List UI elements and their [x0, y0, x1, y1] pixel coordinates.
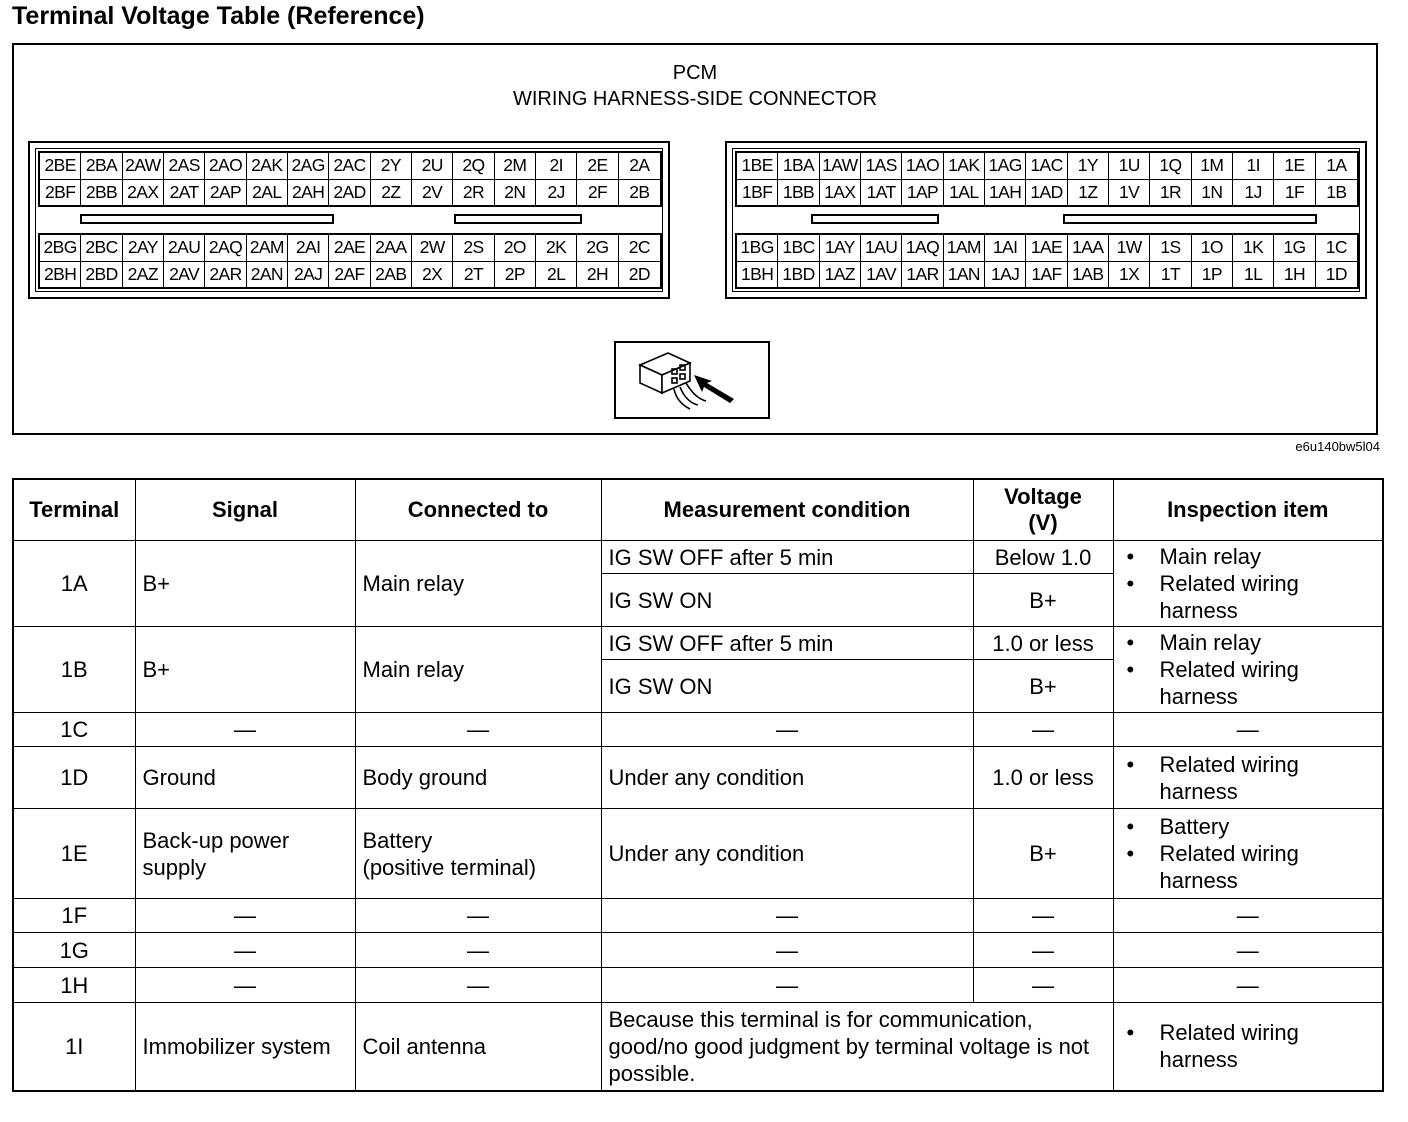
- pin-2AW: 2AW: [123, 153, 164, 180]
- cell-signal: Ground: [135, 747, 355, 809]
- pin-1AS: 1AS: [861, 153, 902, 180]
- pin-1AW: 1AW: [820, 153, 861, 180]
- pin-1Y: 1Y: [1068, 153, 1109, 180]
- pin-1BB: 1BB: [778, 180, 819, 206]
- pin-2AL: 2AL: [247, 180, 288, 206]
- pin-1AO: 1AO: [902, 153, 943, 180]
- cell-connected-to: Main relay: [355, 627, 601, 713]
- pin-1G: 1G: [1274, 235, 1315, 262]
- pin-1L: 1L: [1233, 262, 1274, 288]
- cell-signal: B+: [135, 541, 355, 627]
- cell-voltage: B+: [973, 660, 1113, 713]
- pin-2Q: 2Q: [453, 153, 494, 180]
- cell-signal: B+: [135, 627, 355, 713]
- cell-terminal: 1D: [13, 747, 135, 809]
- cell-voltage: —: [973, 933, 1113, 968]
- cell-voltage: B+: [973, 574, 1113, 627]
- cell-condition: Under any condition: [601, 809, 973, 899]
- cell-condition: —: [601, 968, 973, 1003]
- pin-1BC: 1BC: [778, 235, 819, 262]
- pin-1AL: 1AL: [944, 180, 985, 206]
- pin-2Y: 2Y: [371, 153, 412, 180]
- pin-2AE: 2AE: [329, 235, 370, 262]
- pin-1A: 1A: [1316, 153, 1357, 180]
- pin-1I: 1I: [1233, 153, 1274, 180]
- cell-inspection: [1113, 809, 1383, 899]
- page-title: Terminal Voltage Table (Reference): [12, 2, 425, 30]
- pin-2AU: 2AU: [164, 235, 205, 262]
- figure-id: e6u140bw5l04: [1295, 439, 1380, 454]
- pin-1N: 1N: [1192, 180, 1233, 206]
- pin-2T: 2T: [453, 262, 494, 288]
- header-signal: Signal: [135, 479, 355, 541]
- cell-condition: —: [601, 899, 973, 933]
- cell-inspection: —: [1113, 933, 1383, 968]
- pin-2AA: 2AA: [371, 235, 412, 262]
- pin-1AM: 1AM: [944, 235, 985, 262]
- connector-harness-side-view-icon: [614, 341, 770, 419]
- pin-1E: 1E: [1274, 153, 1315, 180]
- header-voltage: [973, 479, 1113, 541]
- pin-2BB: 2BB: [81, 180, 122, 206]
- connector-1-key-right: [1063, 214, 1317, 224]
- pin-1AA: 1AA: [1068, 235, 1109, 262]
- pin-2AS: 2AS: [164, 153, 205, 180]
- pin-1D: 1D: [1325, 263, 1347, 284]
- inspection-list: [1121, 1019, 1376, 1073]
- table-header-row: [13, 479, 1383, 541]
- connected-to-line1: Battery: [362, 827, 433, 853]
- pin-1AR: 1AR: [902, 262, 943, 288]
- inspection-item: • Main relay: [1121, 629, 1376, 656]
- terminal-voltage-table: [12, 478, 1384, 1092]
- cell-condition: —: [601, 713, 973, 747]
- inspection-item: • Related wiring harness: [1121, 656, 1376, 710]
- pin-2K: 2K: [536, 235, 577, 262]
- pin-2AR: 2AR: [205, 262, 246, 288]
- inspection-item: • Related wiring harness: [1121, 570, 1376, 624]
- pin-2AV: 2AV: [164, 262, 205, 288]
- pin-2X: 2X: [412, 262, 453, 288]
- pin-1Z: 1Z: [1068, 180, 1109, 206]
- pin-1AB: 1AB: [1068, 262, 1109, 288]
- cell-signal: —: [135, 899, 355, 933]
- pin-2AZ: 2AZ: [123, 262, 164, 288]
- cell-signal: —: [135, 713, 355, 747]
- inspection-list: [1121, 629, 1376, 710]
- pin-1AE: 1AE: [1026, 235, 1067, 262]
- header-voltage-line2: (V): [1028, 510, 1058, 535]
- inspection-item: • Main relay: [1121, 543, 1376, 570]
- connector-1-top-pins: [735, 151, 1359, 207]
- pin-1AF: 1AF: [1026, 262, 1067, 288]
- pin-1AJ: 1AJ: [985, 262, 1026, 288]
- pin-2BD: 2BD: [81, 262, 122, 288]
- pin-2C: 2C: [619, 235, 660, 262]
- pin-1F: 1F: [1274, 180, 1315, 206]
- pin-1AG: 1AG: [985, 153, 1026, 180]
- cell-terminal: 1F: [13, 899, 135, 933]
- pin-1Q: 1Q: [1150, 153, 1191, 180]
- pin-2AO: 2AO: [205, 153, 246, 180]
- pin-1BF: 1BF: [737, 180, 778, 206]
- cell-terminal: 1I: [13, 1003, 135, 1091]
- inspection-list: [1121, 751, 1376, 805]
- pin-2BC: 2BC: [81, 235, 122, 262]
- table-row: [13, 933, 1383, 968]
- pin-2AQ: 2AQ: [205, 235, 246, 262]
- cell-inspection: [1113, 1003, 1383, 1091]
- pin-1BA: 1BA: [778, 153, 819, 180]
- cell-inspection: [1113, 747, 1383, 809]
- pin-1AY: 1AY: [820, 235, 861, 262]
- cell-terminal: 1H: [13, 968, 135, 1003]
- diagram-heading-connector: WIRING HARNESS-SIDE CONNECTOR: [512, 88, 878, 110]
- pin-2AN: 2AN: [247, 262, 288, 288]
- pin-2V: 2V: [412, 180, 453, 206]
- connector-2-key-right: [454, 214, 582, 224]
- pin-2BE: 2BE: [40, 153, 81, 180]
- pin-2AJ: 2AJ: [288, 262, 329, 288]
- connector-1-key-left: [811, 214, 939, 224]
- cell-signal: —: [135, 933, 355, 968]
- pin-2H: 2H: [577, 262, 618, 288]
- cell-terminal: 1A: [13, 541, 135, 627]
- cell-connected-to: —: [355, 933, 601, 968]
- pin-2E: 2E: [577, 153, 618, 180]
- cell-signal: Immobilizer system: [135, 1003, 355, 1091]
- pin-2J: 2J: [536, 180, 577, 206]
- cell-signal: —: [135, 968, 355, 1003]
- pin-2L: 2L: [536, 262, 577, 288]
- pin-2R: 2R: [453, 180, 494, 206]
- pin-2O: 2O: [495, 235, 536, 262]
- table-row: [13, 809, 1383, 899]
- pin-1AH: 1AH: [985, 180, 1026, 206]
- pin-2AG: 2AG: [288, 153, 329, 180]
- pin-2AF: 2AF: [329, 262, 370, 288]
- header-connected-to: Connected to: [355, 479, 601, 541]
- inspection-item: • Related wiring harness: [1121, 1019, 1376, 1073]
- pin-2D: 2D: [628, 263, 650, 284]
- cell-condition: —: [601, 933, 973, 968]
- cell-voltage: —: [973, 713, 1113, 747]
- inspection-list: [1121, 813, 1376, 894]
- pin-2M: 2M: [495, 153, 536, 180]
- pin-2U: 2U: [412, 153, 453, 180]
- cell-voltage: B+: [973, 809, 1113, 899]
- cell-condition: Under any condition: [601, 747, 973, 809]
- cell-connected-to: —: [355, 899, 601, 933]
- cell-voltage: 1.0 or less: [973, 627, 1113, 660]
- pin-2AT: 2AT: [164, 180, 205, 206]
- pin-2Z: 2Z: [371, 180, 412, 206]
- cell-terminal: 1B: [13, 627, 135, 713]
- pin-2N: 2N: [495, 180, 536, 206]
- table-row: [13, 713, 1383, 747]
- cell-inspection: [1113, 627, 1383, 713]
- pin-1R: 1R: [1150, 180, 1191, 206]
- pin-2AB: 2AB: [371, 262, 412, 288]
- cell-condition: IG SW OFF after 5 min: [601, 541, 973, 574]
- connected-to-line2: (positive terminal): [362, 854, 537, 880]
- cell-condition: IG SW ON: [601, 574, 973, 627]
- pin-1T: 1T: [1150, 262, 1191, 288]
- pin-1M: 1M: [1192, 153, 1233, 180]
- cell-terminal: 1E: [13, 809, 135, 899]
- pin-1S: 1S: [1150, 235, 1191, 262]
- pin-2AC: 2AC: [329, 153, 370, 180]
- pin-1C: 1C: [1316, 235, 1357, 262]
- pin-2P: 2P: [495, 262, 536, 288]
- connector-1: [725, 141, 1367, 299]
- pin-2S: 2S: [453, 235, 494, 262]
- pin-1AP: 1AP: [902, 180, 943, 206]
- cell-voltage: —: [973, 899, 1113, 933]
- pin-1O: 1O: [1192, 235, 1233, 262]
- pin-1BH: 1BH: [737, 262, 778, 288]
- pin-1U: 1U: [1109, 153, 1150, 180]
- pin-2A: 2A: [619, 153, 660, 180]
- pin-1J: 1J: [1233, 180, 1274, 206]
- pin-1BD: 1BD: [778, 262, 819, 288]
- pin-1AD: 1AD: [1026, 180, 1067, 206]
- pin-2AK: 2AK: [247, 153, 288, 180]
- cell-signal: Back-up power supply: [135, 809, 355, 899]
- pin-2AH: 2AH: [288, 180, 329, 206]
- cell-terminal: 1C: [13, 713, 135, 747]
- cell-inspection: —: [1113, 713, 1383, 747]
- inspection-list: [1121, 543, 1376, 624]
- cell-voltage: —: [973, 968, 1113, 1003]
- cell-inspection: —: [1113, 899, 1383, 933]
- cell-condition: IG SW ON: [601, 660, 973, 713]
- pin-2F: 2F: [577, 180, 618, 206]
- pin-1AT: 1AT: [861, 180, 902, 206]
- pin-2AP: 2AP: [205, 180, 246, 206]
- pin-1V: 1V: [1109, 180, 1150, 206]
- pin-2W: 2W: [412, 235, 453, 262]
- cell-terminal: 1G: [13, 933, 135, 968]
- cell-connected-to: [355, 809, 601, 899]
- table-row: [13, 899, 1383, 933]
- pin-2BG: 2BG: [40, 235, 81, 262]
- connector-1-bottom-pins: [735, 233, 1359, 289]
- cell-voltage: Below 1.0: [973, 541, 1113, 574]
- pin-1AX: 1AX: [820, 180, 861, 206]
- pin-1AN: 1AN: [944, 262, 985, 288]
- cell-connected-to: Body ground: [355, 747, 601, 809]
- pin-1W: 1W: [1109, 235, 1150, 262]
- cell-connected-to: —: [355, 968, 601, 1003]
- pin-1P: 1P: [1192, 262, 1233, 288]
- connector-2-key-left: [80, 214, 334, 224]
- cell-condition: IG SW OFF after 5 min: [601, 627, 973, 660]
- inspection-item: • Related wiring harness: [1121, 840, 1376, 894]
- inspection-item: • Related wiring harness: [1121, 751, 1376, 805]
- header-terminal: Terminal: [13, 479, 135, 541]
- header-measurement-condition: Measurement condition: [601, 479, 973, 541]
- cell-inspection: [1113, 541, 1383, 627]
- pin-2AD: 2AD: [329, 180, 370, 206]
- pin-1K: 1K: [1233, 235, 1274, 262]
- pin-1BG: 1BG: [737, 235, 778, 262]
- connector-2-bottom-pins: [38, 233, 662, 289]
- pin-1H: 1H: [1274, 262, 1315, 288]
- cell-connected-to: —: [355, 713, 601, 747]
- pin-1AQ: 1AQ: [902, 235, 943, 262]
- connector-2-top-pins: [38, 151, 662, 207]
- cell-condition: Because this terminal is for communication, good/no good judgment by terminal voltage is not possible.: [601, 1003, 1113, 1091]
- pin-2BA: 2BA: [81, 153, 122, 180]
- connector-2: [28, 141, 670, 299]
- pin-2AI: 2AI: [288, 235, 329, 262]
- pin-2G: 2G: [577, 235, 618, 262]
- header-voltage-line1: Voltage: [1004, 484, 1082, 509]
- pin-1B: 1B: [1326, 181, 1347, 202]
- pin-1AU: 1AU: [861, 235, 902, 262]
- diagram-heading-pcm: PCM: [672, 62, 718, 84]
- pin-2BH: 2BH: [40, 262, 81, 288]
- pin-2I: 2I: [536, 153, 577, 180]
- table-row: [13, 541, 1383, 574]
- cell-connected-to: Main relay: [355, 541, 601, 627]
- inspection-item: • Battery: [1121, 813, 1376, 840]
- cell-voltage: 1.0 or less: [973, 747, 1113, 809]
- pin-1AV: 1AV: [861, 262, 902, 288]
- pin-1BE: 1BE: [737, 153, 778, 180]
- pin-1X: 1X: [1109, 262, 1150, 288]
- header-inspection-item: Inspection item: [1113, 479, 1383, 541]
- table-row: [13, 747, 1383, 809]
- pin-2B: 2B: [629, 181, 650, 202]
- cell-inspection: —: [1113, 968, 1383, 1003]
- cell-connected-to: Coil antenna: [355, 1003, 601, 1091]
- pin-2AY: 2AY: [123, 235, 164, 262]
- table-row: [13, 1003, 1383, 1091]
- pin-1AI: 1AI: [985, 235, 1026, 262]
- pin-2BF: 2BF: [40, 180, 81, 206]
- table-row: [13, 627, 1383, 660]
- pin-2AX: 2AX: [123, 180, 164, 206]
- pin-1AC: 1AC: [1026, 153, 1067, 180]
- pin-2AM: 2AM: [247, 235, 288, 262]
- table-row: [13, 968, 1383, 1003]
- pin-1AZ: 1AZ: [820, 262, 861, 288]
- pin-1AK: 1AK: [944, 153, 985, 180]
